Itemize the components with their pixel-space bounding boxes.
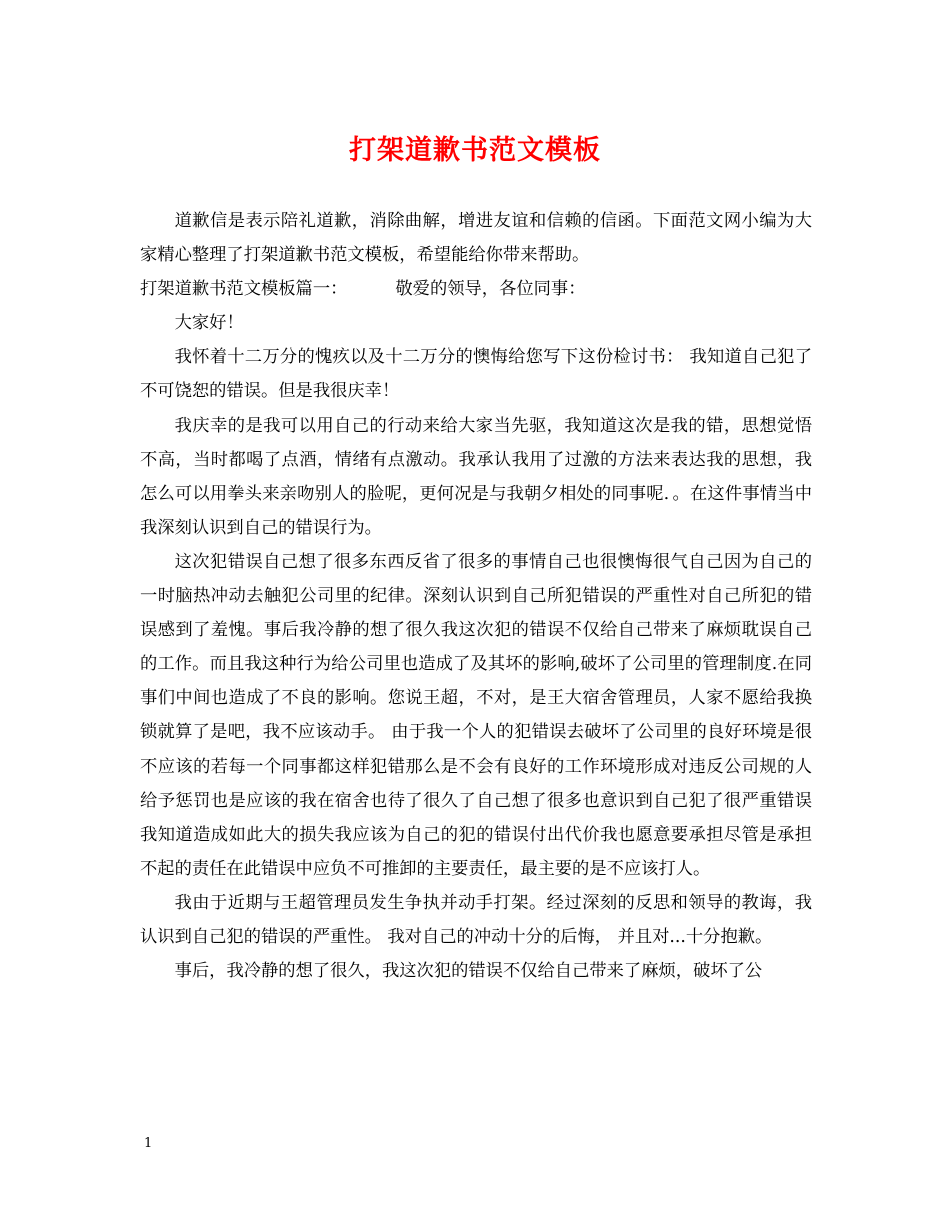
body-paragraph-1: 我怀着十二万分的愧疚以及十二万分的懊悔给您写下这份检讨书： 我知道自己犯了不可饶恕的错误。但是我很庆幸！: [140, 347, 812, 402]
body-paragraph-4: 我由于近期与王超管理员发生争执并动手打架。经过深刻的反思和领导的教诲，我认识到自己犯的错误的严重性。 我对自己的冲动十分的后悔， 并且对...十分抱歉。: [140, 892, 812, 947]
template-heading: 打架道歉书范文模板篇一：: [140, 279, 348, 300]
body-paragraph-3: 这次犯错误自己想了很多东西反省了很多的事情自己也很懊悔很气自己因为自己的一时脑热冲动去触犯公司里的纪律。深刻认识到自己所犯错误的严重性对自己所犯的错误感到了羞愧。事后我冷静的想了很久我这次犯的错误不仅给自己带来了麻烦耽误自己的工作。而且我这种行为给公司里也造成了及其坏的影响,破坏了公司里的管理制度.在同事们中间也造成了不良的影响。您说王超，不对，是王大宿舍管理员，人家不愿给我换锁就算了是吧，我不应该动手。 由于我一个人的犯错误去破坏了公司里的良好环境是很不应该的若每一个同事都这样犯错那么是不会有良好的工作环境形成对违反公司规的人给予惩罚也是应该的我在宿舍也待了很久了自己想了很多也意识到自己犯了很严重错误我知道造成如此大的损失我应该为自己的犯的错误付出代价我也愿意要承担尽管是承担不起的责任在此错误中应负不可推卸的主要责任，最主要的是不应该打人。: [140, 551, 812, 879]
body-paragraph-5: 事后，我冷静的想了很久，我这次犯的错误不仅给自己带来了麻烦，破坏了公: [174, 961, 763, 982]
greeting: 大家好！: [174, 313, 244, 334]
template-heading-line: [140, 272, 812, 306]
intro-paragraph: 道歉信是表示陪礼道歉，消除曲解，增进友谊和信赖的信函。下面范文网小编为大家精心整理了打架道歉书范文模板，希望能给你带来帮助。: [140, 211, 812, 266]
salutation: 敬爱的领导，各位同事：: [395, 279, 586, 300]
body-paragraph-2: 我庆幸的是我可以用自己的行动来给大家当先驱，我知道这次是我的错，思想觉悟不高，当时都喝了点酒，情绪有点激动。我承认我用了过激的方法来表达我的思想，我怎么可以用拳头来亲吻别人的脸呢，更何况是与我朝夕相处的同事呢．。在这件事情当中我深刻认识到自己的错误行为。: [140, 415, 812, 538]
page-number: 1: [144, 1136, 153, 1151]
document-body: [140, 204, 812, 988]
document-title: 打架道歉书范文模板: [349, 135, 601, 166]
